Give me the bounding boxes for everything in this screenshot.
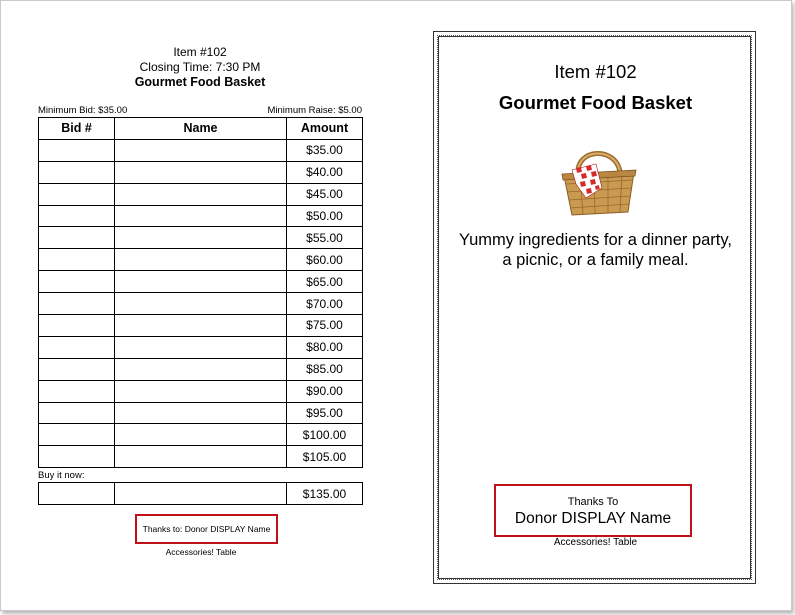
minimum-raise: Minimum Raise: $5.00 xyxy=(267,105,362,116)
table-cell xyxy=(39,293,115,315)
bid-amount: $85.00 xyxy=(287,358,363,380)
table-row xyxy=(39,139,363,161)
table-cell xyxy=(39,315,115,337)
location-label: Accessories! Table xyxy=(165,547,237,557)
buy-it-now-table xyxy=(38,482,363,505)
display-card xyxy=(433,31,756,584)
table-cell xyxy=(115,315,287,337)
table-row xyxy=(39,183,363,205)
table-cell xyxy=(115,205,287,227)
column-bid-number: Bid # xyxy=(39,118,115,140)
bid-amount: $35.00 xyxy=(287,139,363,161)
item-title: Gourmet Food Basket xyxy=(134,75,266,89)
table-row xyxy=(39,358,363,380)
bid-amount: $60.00 xyxy=(287,249,363,271)
description-line-1: Yummy ingredients for a dinner party, xyxy=(459,231,732,249)
table-cell xyxy=(39,249,115,271)
table-cell xyxy=(115,293,287,315)
card-description xyxy=(434,230,757,270)
table-cell xyxy=(39,271,115,293)
table-row xyxy=(39,227,363,249)
bid-amount: $45.00 xyxy=(287,183,363,205)
table-cell xyxy=(115,271,287,293)
table-cell xyxy=(115,183,287,205)
bid-sheet-header xyxy=(38,45,362,90)
table-cell xyxy=(115,139,287,161)
table-row xyxy=(39,315,363,337)
column-name: Name xyxy=(115,118,287,140)
table-row xyxy=(39,271,363,293)
description-line-2: a picnic, or a family meal. xyxy=(502,251,689,269)
minimum-bid: Minimum Bid: $35.00 xyxy=(38,105,128,116)
card-thanks-label: Thanks To xyxy=(567,496,619,508)
bid-amount: $70.00 xyxy=(287,293,363,315)
table-cell xyxy=(39,183,115,205)
bid-amount: $105.00 xyxy=(287,446,363,468)
table-cell xyxy=(115,483,287,505)
table-row xyxy=(39,336,363,358)
table-cell xyxy=(39,380,115,402)
donor-thanks-text: Thanks to: Donor DISPLAY Name xyxy=(142,524,271,534)
bid-amount: $95.00 xyxy=(287,402,363,424)
card-donor-name: Donor DISPLAY Name xyxy=(514,510,672,527)
bid-rules xyxy=(38,105,362,117)
buy-it-now-amount: $135.00 xyxy=(287,483,363,505)
card-item-number: Item #102 xyxy=(554,61,637,82)
bid-amount: $75.00 xyxy=(287,315,363,337)
table-cell xyxy=(115,446,287,468)
table-cell xyxy=(39,446,115,468)
table-cell xyxy=(115,249,287,271)
table-cell xyxy=(39,358,115,380)
bid-table xyxy=(38,117,363,468)
bid-amount: $90.00 xyxy=(287,380,363,402)
bid-amount: $55.00 xyxy=(287,227,363,249)
table-row xyxy=(39,424,363,446)
table-row xyxy=(39,161,363,183)
table-cell xyxy=(115,402,287,424)
table-row xyxy=(39,205,363,227)
table-cell xyxy=(39,402,115,424)
table-cell xyxy=(39,227,115,249)
buy-it-now-label: Buy it now: xyxy=(38,470,85,482)
picnic-basket-image xyxy=(550,140,644,218)
table-row xyxy=(39,402,363,424)
bid-table-header xyxy=(39,118,363,140)
card-donor-thanks-box xyxy=(494,484,692,537)
table-cell xyxy=(115,424,287,446)
bid-amount: $40.00 xyxy=(287,161,363,183)
table-cell xyxy=(115,358,287,380)
card-title: Gourmet Food Basket xyxy=(498,92,693,113)
item-number: Item #102 xyxy=(173,45,227,59)
card-location: Accessories! Table xyxy=(553,537,638,548)
table-cell xyxy=(115,161,287,183)
donor-thanks-box xyxy=(135,514,278,544)
table-row xyxy=(39,446,363,468)
closing-time: Closing Time: 7:30 PM xyxy=(139,60,261,74)
table-cell xyxy=(39,483,115,505)
table-cell xyxy=(39,205,115,227)
table-row xyxy=(39,249,363,271)
bid-amount: $65.00 xyxy=(287,271,363,293)
table-cell xyxy=(39,424,115,446)
table-cell xyxy=(39,336,115,358)
column-amount: Amount xyxy=(287,118,363,140)
table-cell xyxy=(115,336,287,358)
table-cell xyxy=(115,227,287,249)
table-cell xyxy=(39,139,115,161)
bid-amount: $50.00 xyxy=(287,205,363,227)
table-cell xyxy=(39,161,115,183)
bid-amount: $100.00 xyxy=(287,424,363,446)
bid-sheet xyxy=(38,45,362,505)
bid-amount: $80.00 xyxy=(287,336,363,358)
table-cell xyxy=(115,380,287,402)
table-row xyxy=(39,293,363,315)
table-row xyxy=(39,380,363,402)
buy-it-now-row xyxy=(39,483,363,505)
